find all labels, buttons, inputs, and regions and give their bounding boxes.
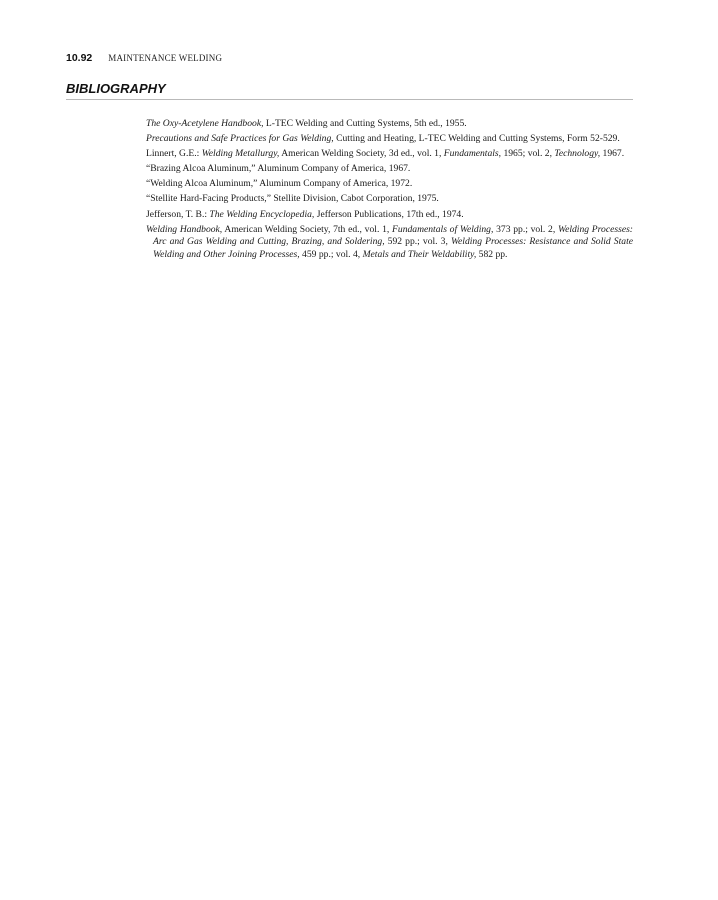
entry-text: “Welding Alcoa Aluminum,” Aluminum Company of America, 1972.	[146, 178, 413, 190]
entry-title-text: Welding Handbook,	[146, 223, 223, 235]
entry-text: Jefferson Publications, 17th ed., 1974.	[314, 208, 464, 220]
entry-text: American Welding Society, 7th ed., vol. 1,	[222, 223, 393, 235]
entry-text: 582 pp.	[476, 248, 508, 260]
running-head	[66, 52, 222, 66]
bibliography-entry	[146, 133, 633, 146]
entry-text: 373 pp.; vol. 2,	[493, 223, 558, 235]
running-title: MAINTENANCE WELDING	[108, 53, 223, 63]
entry-text: 1967.	[600, 148, 625, 160]
bibliography-list	[146, 118, 633, 264]
entry-title-text: Welding Metallurgy,	[201, 148, 280, 160]
entry-text: American Welding Society, 3d ed., vol. 1,	[279, 148, 444, 160]
entry-text: “Brazing Alcoa Aluminum,” Aluminum Company of America, 1967.	[146, 163, 411, 175]
entry-text: Linnert, G.E.:	[146, 148, 202, 160]
entry-title-text: The Oxy-Acetylene Handbook,	[146, 118, 264, 129]
entry-text: 592 pp.; vol. 3,	[384, 236, 451, 248]
bibliography-entry	[146, 163, 633, 176]
section-heading: BIBLIOGRAPHY	[66, 81, 633, 100]
bibliography-entry	[146, 178, 633, 191]
entry-title-text: Welding Processes: Resistance and Solid State Welding and Other Joining Processes,	[153, 236, 633, 260]
bibliography-entry	[146, 148, 633, 161]
entry-text: 1965; vol. 2,	[501, 148, 555, 160]
entry-title-text: Metals and Their Weldability,	[362, 248, 477, 260]
bibliography-entry	[146, 118, 633, 131]
entry-title-text: Precautions and Safe Practices for Gas Welding,	[146, 133, 334, 145]
entry-title-text: Fundamentals,	[443, 148, 502, 160]
entry-text: Jefferson, T. B.:	[146, 208, 210, 220]
bibliography-entry	[146, 209, 633, 222]
bibliography-entry	[146, 224, 633, 262]
entry-text: Cutting and Heating, L-TEC Welding and Cutting Systems, Form 52-529.	[333, 133, 620, 145]
entry-title-text: Fundamentals of Welding,	[392, 223, 494, 235]
entry-title-text: Technology,	[554, 148, 601, 160]
page-number: 10.92	[66, 52, 93, 64]
entry-text: L-TEC Welding and Cutting Systems, 5th ed., 1955.	[263, 118, 467, 129]
entry-text: “Stellite Hard-Facing Products,” Stellite Division, Cabot Corporation, 1975.	[146, 193, 439, 205]
bibliography-entry	[146, 193, 633, 206]
entry-text: 459 pp.; vol. 4,	[299, 248, 363, 260]
entry-title-text: Welding Processes: Arc and Gas Welding and Cutting, Brazing, and Soldering,	[153, 223, 634, 248]
entry-title-text: The Welding Encyclopedia,	[209, 208, 315, 220]
